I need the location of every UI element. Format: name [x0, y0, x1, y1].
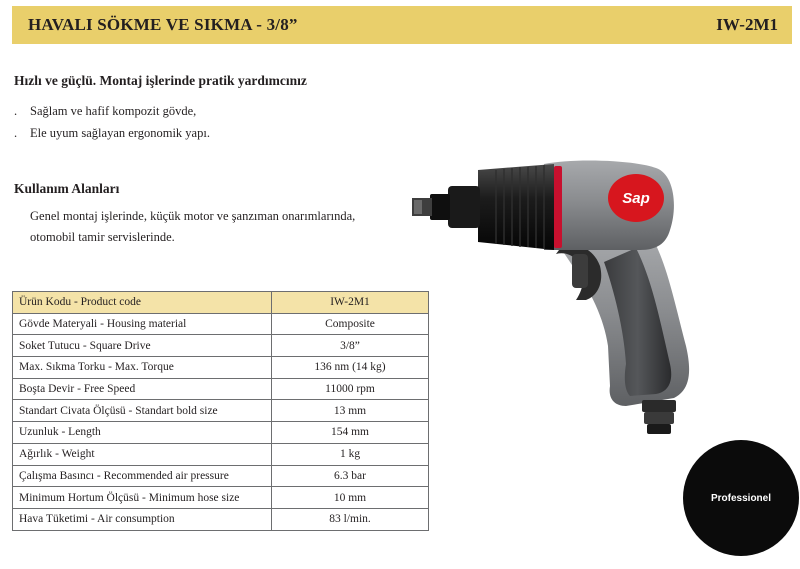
- table-row: [13, 465, 429, 487]
- table-row: [13, 508, 429, 530]
- spec-label: Uzunluk - Length: [13, 422, 272, 444]
- spec-label: Ağırlık - Weight: [13, 443, 272, 465]
- badge-text: Professionel: [710, 492, 772, 504]
- spec-table: [12, 291, 429, 531]
- table-row: [13, 335, 429, 357]
- feature-item: . Ele uyum sağlayan ergonomik yapı.: [14, 126, 210, 140]
- spec-value: 13 mm: [272, 400, 429, 422]
- spec-value: 83 l/min.: [272, 508, 429, 530]
- svg-text:Sap: Sap: [622, 190, 650, 207]
- table-row: [13, 378, 429, 400]
- bullet-icon: .: [14, 104, 18, 118]
- table-row: [13, 400, 429, 422]
- spec-value: 136 nm (14 kg): [272, 357, 429, 379]
- spec-label: Standart Civata Ölçüsü - Standart bold size: [13, 400, 272, 422]
- spec-label: Max. Sıkma Torku - Max. Torque: [13, 357, 272, 379]
- spec-value: 10 mm: [272, 487, 429, 509]
- table-row: [13, 422, 429, 444]
- spec-value: 3/8”: [272, 335, 429, 357]
- feature-item: . Sağlam ve hafif kompozit gövde,: [14, 104, 197, 118]
- spec-value: 11000 rpm: [272, 378, 429, 400]
- table-row: [13, 357, 429, 379]
- spec-label: Hava Tüketimi - Air consumption: [13, 508, 272, 530]
- spec-value: 154 mm: [272, 422, 429, 444]
- table-row: [13, 313, 429, 335]
- professional-badge: [683, 440, 799, 556]
- spec-label: Çalışma Basıncı - Recommended air pressure: [13, 465, 272, 487]
- usage-title: Kullanım Alanları: [14, 181, 120, 196]
- spec-label: Ürün Kodu - Product code: [13, 292, 272, 314]
- spec-label: Boşta Devir - Free Speed: [13, 378, 272, 400]
- spec-value: 6.3 bar: [272, 465, 429, 487]
- spec-value: IW-2M1: [272, 292, 429, 314]
- usage-text: Genel montaj işlerinde, küçük motor ve şanzıman onarımlarında, otomobil tamir servislerinde.: [30, 209, 356, 244]
- bullet-icon: .: [14, 126, 18, 140]
- table-row: [13, 292, 429, 314]
- product-code: IW-2M1: [716, 15, 778, 34]
- spec-label: Minimum Hortum Ölçüsü - Minimum hose size: [13, 487, 272, 509]
- spec-label: Soket Tutucu - Square Drive: [13, 335, 272, 357]
- air-impact-wrench-icon: [404, 150, 696, 436]
- table-row: [13, 487, 429, 509]
- page-header: [12, 6, 792, 44]
- spec-value: Composite: [272, 313, 429, 335]
- spec-value: 1 kg: [272, 443, 429, 465]
- table-row: [13, 443, 429, 465]
- product-title: HAVALI SÖKME VE SIKMA - 3/8”: [28, 15, 298, 34]
- spec-label: Gövde Materyali - Housing material: [13, 313, 272, 335]
- tagline: Hızlı ve güçlü. Montaj işlerinde pratik yardımcınız: [14, 73, 307, 88]
- feature-list: [14, 104, 210, 148]
